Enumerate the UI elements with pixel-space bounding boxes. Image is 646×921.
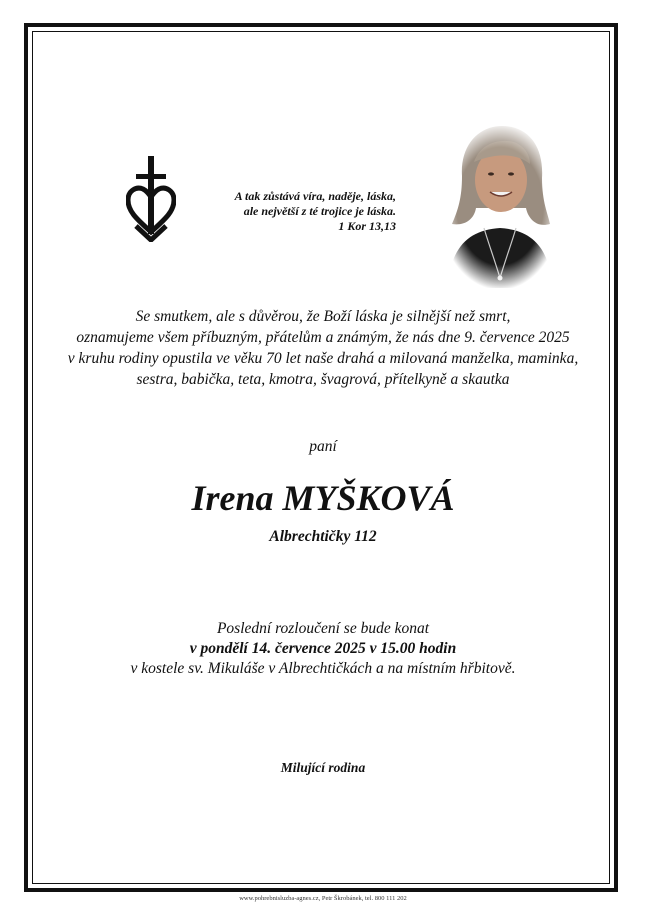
signature: Milující rodina: [280, 760, 366, 775]
funeral-datetime: v pondělí 14. července 2025 v 15.00 hodin: [189, 640, 457, 657]
honorific: paní: [309, 438, 337, 455]
funeral-info: [40, 619, 606, 679]
cross-anchor-heart-icon: [126, 156, 176, 242]
funeral-place: v kostele sv. Mikuláše v Albrechtičkách a na místním hřbitově.: [130, 660, 516, 677]
portrait-photo: [438, 118, 562, 288]
verse-line-2: ale největší z té trojice je láska.: [243, 204, 396, 218]
deceased-name: Irena MYŠKOVÁ: [191, 478, 455, 518]
verse-line-1: A tak zůstává víra, naděje, láska,: [234, 189, 396, 203]
announcement-text: [40, 306, 606, 390]
announcement-line-2: oznamujeme všem příbuzným, přátelům a známým, že nás dne 9. července 2025: [76, 329, 570, 346]
funeral-intro: Poslední rozloučení se bude konat: [216, 620, 430, 637]
deceased-address: Albrechtičky 112: [269, 528, 377, 545]
announcement-line-3: v kruhu rodiny opustila ve věku 70 let naše drahá a milovaná manželka, maminka,: [67, 350, 579, 367]
verse-reference: 1 Kor 13,13: [338, 219, 396, 233]
announcement-line-1: Se smutkem, ale s důvěrou, že Boží láska je silnější než smrt,: [135, 308, 511, 325]
bible-verse: [200, 189, 396, 234]
announcement-line-4: sestra, babička, teta, kmotra, švagrová, přítelkyně a skautka: [136, 371, 510, 388]
footer-imprint: www.pohrebnisluzba-agnes.cz, Petr Škrobánek, tel. 800 111 202: [239, 895, 407, 902]
